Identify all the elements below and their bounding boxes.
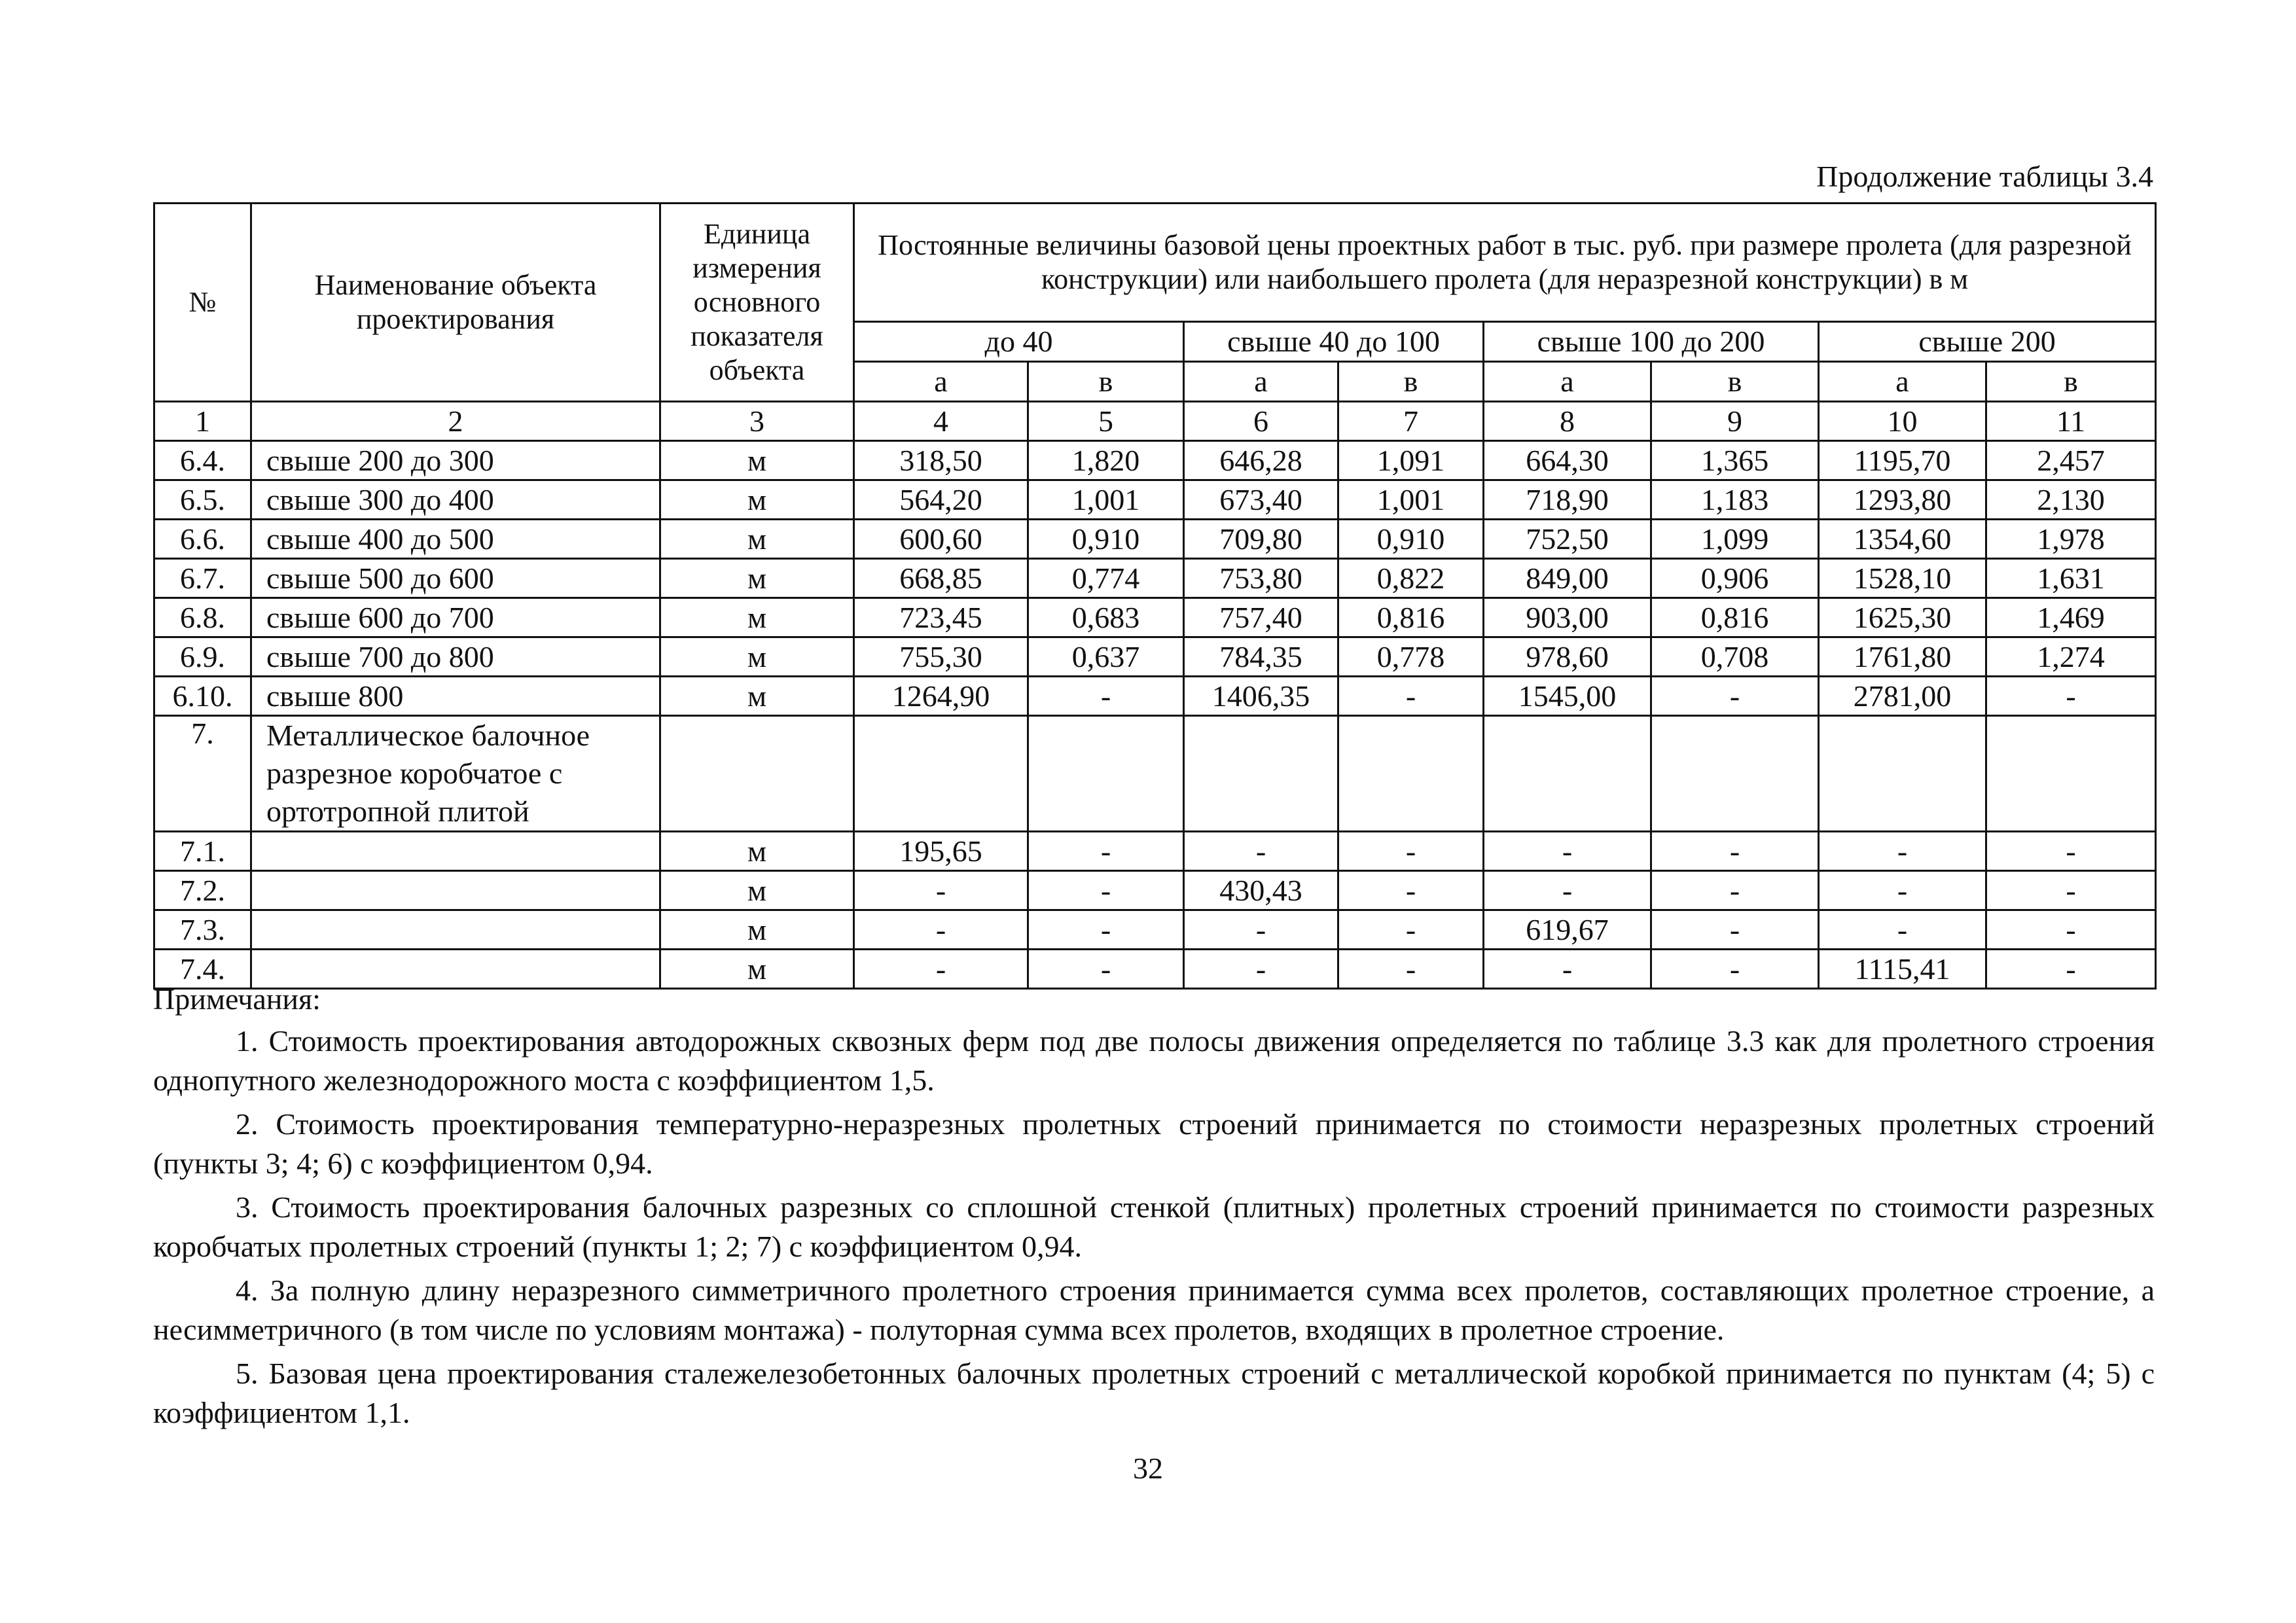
row-price-value: 709,80 [1184,520,1338,559]
row-price-value: - [1651,950,1819,989]
column-index-row [154,402,2156,441]
row-unit: м [660,832,854,871]
row-object-name: свыше 800 [251,677,660,716]
row-price-value: - [1819,832,1986,871]
column-index: 4 [854,402,1028,441]
row-unit: м [660,677,854,716]
header-sub-v: в [1338,362,1484,402]
row-price-value: 0,683 [1028,598,1184,637]
table-row [154,520,2156,559]
row-price-value: - [1986,677,2156,716]
row-price-value: 318,50 [854,441,1028,480]
column-index: 1 [154,402,251,441]
row-object-name: Металлическое балочное разрезное коробчатое с ортотропной плитой [251,716,660,832]
table-row [154,480,2156,520]
row-price-value [1484,716,1651,832]
row-price-value: - [1184,832,1338,871]
row-number: 6.4. [154,441,251,480]
row-price-value: 1,469 [1986,598,2156,637]
row-price-value: - [1338,950,1484,989]
notes-title: Примечания: [153,982,321,1016]
row-price-value: 903,00 [1484,598,1651,637]
row-price-value: - [1484,832,1651,871]
row-price-value: 600,60 [854,520,1028,559]
row-price-value [1338,716,1484,832]
row-price-value: 753,80 [1184,559,1338,598]
table-row [154,910,2156,950]
row-price-value: - [1484,871,1651,910]
row-price-value: 0,778 [1338,637,1484,677]
row-price-value [1184,716,1338,832]
row-unit: м [660,950,854,989]
row-number: 6.9. [154,637,251,677]
row-price-value: 0,910 [1338,520,1484,559]
row-price-value: - [1651,871,1819,910]
row-price-value: - [1651,677,1819,716]
row-price-value: - [1028,677,1184,716]
row-price-value: 1293,80 [1819,480,1986,520]
row-object-name: свыше 500 до 600 [251,559,660,598]
row-object-name [251,910,660,950]
row-price-value: - [1184,910,1338,950]
row-price-value: - [1338,871,1484,910]
row-object-name: свыше 200 до 300 [251,441,660,480]
header-price-group: Постоянные величины базовой цены проектных работ в тыс. руб. при размере пролета (для разрезной конструкции) или наибольшего пролета (для неразрезной конструкции) в м [854,204,2156,322]
row-price-value: 1,978 [1986,520,2156,559]
header-sub-v: в [1651,362,1819,402]
table-row [154,832,2156,871]
header-unit: Единица измерения основного показателя объекта [660,204,854,402]
row-price-value: - [1028,950,1184,989]
row-number: 7. [154,716,251,832]
row-price-value: - [1338,832,1484,871]
note-item: 2. Стоимость проектирования температурно-неразрезных пролетных строений принимается по стоимости неразрезных пролетных строений (пункты 3; 4; 6) с коэффициентом 0,94. [153,1107,2155,1180]
row-price-value: 564,20 [854,480,1028,520]
row-object-name: свыше 700 до 800 [251,637,660,677]
row-price-value: 646,28 [1184,441,1338,480]
row-price-value: - [1028,871,1184,910]
table-row [154,559,2156,598]
row-price-value: 1545,00 [1484,677,1651,716]
row-unit: м [660,559,854,598]
column-index: 8 [1484,402,1651,441]
row-object-name: свыше 300 до 400 [251,480,660,520]
row-object-name [251,832,660,871]
row-price-value: 0,816 [1338,598,1484,637]
row-price-value: 1406,35 [1184,677,1338,716]
row-price-value: 784,35 [1184,637,1338,677]
row-price-value: 1,365 [1651,441,1819,480]
row-price-value: 0,816 [1651,598,1819,637]
header-name: Наименование объекта проектирования [251,204,660,402]
table-row [154,598,2156,637]
header-sub-a: а [854,362,1028,402]
column-index: 9 [1651,402,1819,441]
row-number: 7.4. [154,950,251,989]
row-price-value: 1,631 [1986,559,2156,598]
row-price-value: - [1986,832,2156,871]
row-price-value: 2,457 [1986,441,2156,480]
row-price-value: 1,091 [1338,441,1484,480]
row-price-value: - [1986,871,2156,910]
row-price-value: - [1338,677,1484,716]
note-item: 5. Базовая цена проектирования сталежелезобетонных балочных пролетных строений с металлической коробкой принимается по пунктам (4; 5) с коэффициентом 1,1. [153,1357,2155,1429]
row-price-value: - [854,871,1028,910]
row-object-name [251,871,660,910]
row-price-value: 1761,80 [1819,637,1986,677]
row-price-value: - [854,910,1028,950]
row-unit: м [660,480,854,520]
header-sub-a: а [1819,362,1986,402]
header-span-up-to-40: до 40 [854,322,1184,362]
row-price-value: - [1986,950,2156,989]
row-unit: м [660,637,854,677]
column-index: 3 [660,402,854,441]
row-price-value: 1,820 [1028,441,1184,480]
row-price-value [1819,716,1986,832]
notes-section [153,980,2155,1437]
row-unit: м [660,598,854,637]
row-price-value: 1625,30 [1819,598,1986,637]
table-continuation-label: Продолжение таблицы 3.4 [1816,160,2153,193]
row-price-value: 0,708 [1651,637,1819,677]
table-row [154,441,2156,480]
row-price-value: - [854,950,1028,989]
column-index: 11 [1986,402,2156,441]
header-no: № [154,204,251,402]
row-price-value: 0,774 [1028,559,1184,598]
row-price-value: 1354,60 [1819,520,1986,559]
row-price-value: 757,40 [1184,598,1338,637]
row-unit: м [660,520,854,559]
row-number: 6.6. [154,520,251,559]
row-price-value [1028,716,1184,832]
table-row [154,637,2156,677]
row-number: 6.8. [154,598,251,637]
table-row [154,677,2156,716]
row-price-value: - [1819,910,1986,950]
row-number: 6.7. [154,559,251,598]
row-price-value: 673,40 [1184,480,1338,520]
row-price-value: 0,637 [1028,637,1184,677]
row-price-value: 195,65 [854,832,1028,871]
row-unit: м [660,910,854,950]
row-price-value: 849,00 [1484,559,1651,598]
row-price-value: 1,183 [1651,480,1819,520]
row-price-value: 0,822 [1338,559,1484,598]
column-index: 10 [1819,402,1986,441]
row-number: 7.1. [154,832,251,871]
table-row [154,871,2156,910]
row-price-value: 664,30 [1484,441,1651,480]
row-price-value: - [1184,950,1338,989]
column-index: 2 [251,402,660,441]
row-price-value [1986,716,2156,832]
row-price-value: 1,001 [1028,480,1184,520]
row-price-value: 1,001 [1338,480,1484,520]
row-price-value: 2,130 [1986,480,2156,520]
row-number: 6.10. [154,677,251,716]
row-price-value: 723,45 [854,598,1028,637]
header-sub-v: в [1028,362,1184,402]
column-index: 7 [1338,402,1484,441]
row-price-value: 1195,70 [1819,441,1986,480]
row-price-value: - [1028,910,1184,950]
note-item: 4. За полную длину неразрезного симметричного пролетного строения принимается сумма всех пролетов, составляющих пролетное строение, а несимметричного (в том числе по условиям монтажа) - полуторная сумма всех пролетов, входящих в пролетное строение. [153,1274,2155,1346]
row-object-name: свыше 400 до 500 [251,520,660,559]
column-index: 6 [1184,402,1338,441]
header-sub-a: а [1484,362,1651,402]
row-price-value: - [1651,910,1819,950]
row-price-value: - [1819,871,1986,910]
row-price-value: 718,90 [1484,480,1651,520]
row-price-value: 668,85 [854,559,1028,598]
row-price-value: 2781,00 [1819,677,1986,716]
header-sub-a: а [1184,362,1338,402]
header-span-40-100: свыше 40 до 100 [1184,322,1484,362]
row-price-value: - [1028,832,1184,871]
row-price-value: 1264,90 [854,677,1028,716]
row-object-name: свыше 600 до 700 [251,598,660,637]
row-price-value: 978,60 [1484,637,1651,677]
row-price-value: 1528,10 [1819,559,1986,598]
row-price-value: 1115,41 [1819,950,1986,989]
row-unit [660,716,854,832]
header-span-over-200: свыше 200 [1819,322,2156,362]
column-index: 5 [1028,402,1184,441]
table-row [154,716,2156,832]
row-price-value: 430,43 [1184,871,1338,910]
row-price-value: - [1986,910,2156,950]
row-price-value: 0,906 [1651,559,1819,598]
row-price-value: 0,910 [1028,520,1184,559]
row-price-value: 755,30 [854,637,1028,677]
row-price-value: - [1338,910,1484,950]
row-number: 7.3. [154,910,251,950]
row-price-value: - [1484,950,1651,989]
row-price-value [1651,716,1819,832]
row-price-value: - [1651,832,1819,871]
row-unit: м [660,441,854,480]
header-span-100-200: свыше 100 до 200 [1484,322,1819,362]
row-price-value: 1,099 [1651,520,1819,559]
note-item: 3. Стоимость проектирования балочных разрезных со сплошной стенкой (плитных) пролетных строений принимается по стоимости разрезных коробчатых пролетных строений (пункты 1; 2; 7) с коэффициентом 0,94. [153,1190,2155,1263]
row-price-value [854,716,1028,832]
row-number: 6.5. [154,480,251,520]
row-price-value: 619,67 [1484,910,1651,950]
row-price-value: 752,50 [1484,520,1651,559]
row-unit: м [660,871,854,910]
row-price-value: 1,274 [1986,637,2156,677]
header-sub-v: в [1986,362,2156,402]
row-number: 7.2. [154,871,251,910]
note-item: 1. Стоимость проектирования автодорожных сквозных ферм под две полосы движения определяется по таблице 3.3 как для пролетного строения однопутного железнодорожного моста с коэффициентом 1,5. [153,1024,2155,1097]
price-table [153,202,2157,990]
page-number: 32 [1133,1452,1163,1485]
